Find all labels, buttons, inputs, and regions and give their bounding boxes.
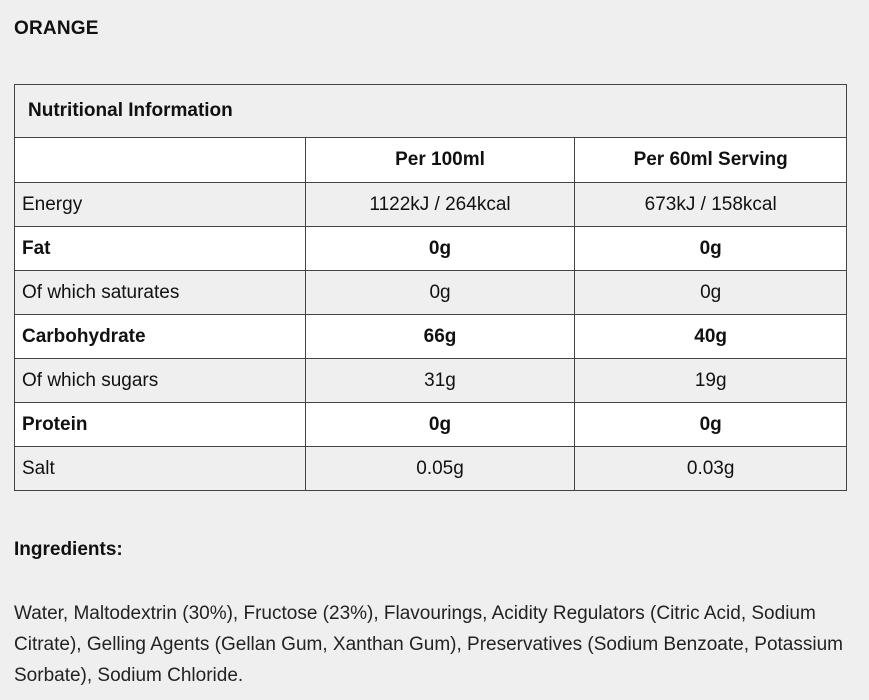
column-header-nutrient	[15, 138, 306, 183]
value-per-100ml: 0g	[305, 403, 575, 447]
value-per-100ml: 0.05g	[305, 447, 575, 491]
table-row-salt	[15, 447, 847, 491]
nutrition-table-header-row	[15, 138, 847, 183]
row-label: Fat	[15, 227, 306, 271]
ingredients-heading: Ingredients:	[14, 539, 123, 560]
row-label: Energy	[15, 183, 306, 227]
value-per-100ml: 0g	[305, 271, 575, 315]
value-per-100ml: 31g	[305, 359, 575, 403]
row-label: Of which sugars	[15, 359, 306, 403]
ingredients-text: Water, Maltodextrin (30%), Fructose (23%), Flavourings, Acidity Regulators (Citric Acid, Sodium Citrate), Gelling Agents (Gellan Gum, Xanthan Gum), Preservatives (Sodium Benzoate, Potassium Sorbate), Sodium Chloride.	[14, 603, 843, 686]
value-per-100ml: 66g	[305, 315, 575, 359]
value-per-100ml: 0g	[305, 227, 575, 271]
table-row-protein	[15, 403, 847, 447]
value-per-serving: 0.03g	[575, 447, 847, 491]
value-per-serving: 40g	[575, 315, 847, 359]
nutrition-table-caption-row	[15, 85, 847, 138]
value-per-serving: 0g	[575, 403, 847, 447]
table-row-sugars	[15, 359, 847, 403]
value-per-serving: 0g	[575, 227, 847, 271]
table-row-carbohydrate	[15, 315, 847, 359]
nutrition-table	[14, 84, 847, 491]
table-row-energy	[15, 183, 847, 227]
table-row-fat	[15, 227, 847, 271]
table-row-saturates	[15, 271, 847, 315]
row-label: Of which saturates	[15, 271, 306, 315]
value-per-serving: 0g	[575, 271, 847, 315]
value-per-serving: 19g	[575, 359, 847, 403]
row-label: Protein	[15, 403, 306, 447]
value-per-serving: 673kJ / 158kcal	[575, 183, 847, 227]
row-label: Salt	[15, 447, 306, 491]
nutrition-table-title: Nutritional Information	[15, 85, 847, 138]
column-header-per-100ml: Per 100ml	[305, 138, 575, 183]
row-label: Carbohydrate	[15, 315, 306, 359]
column-header-per-serving: Per 60ml Serving	[575, 138, 847, 183]
value-per-100ml: 1122kJ / 264kcal	[305, 183, 575, 227]
flavour-title: ORANGE	[14, 18, 99, 39]
